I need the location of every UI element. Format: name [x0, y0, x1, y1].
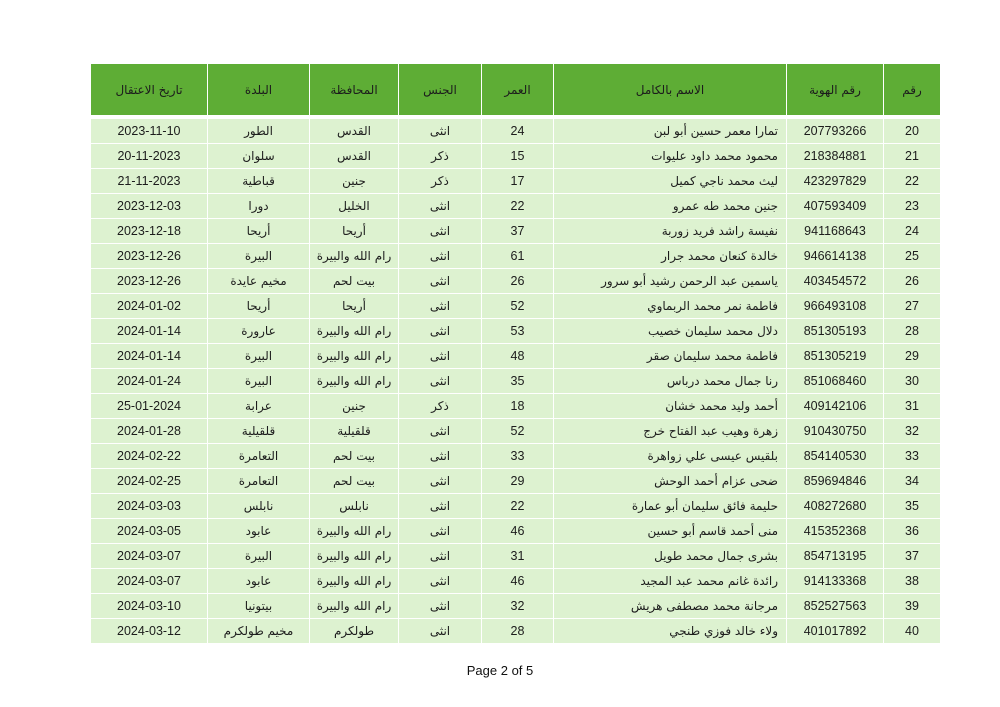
full-name-cell: بشرى جمال محمد طويل — [554, 544, 787, 569]
age-cell: 52 — [482, 419, 554, 444]
governorate-cell: رام الله والبيرة — [310, 244, 399, 269]
governorate-cell: طولكرم — [310, 619, 399, 644]
table-row — [91, 144, 941, 169]
id-number-cell: 409142106 — [787, 394, 884, 419]
table-body — [91, 117, 941, 644]
full-name-cell: رائدة غانم محمد عبد المجيد — [554, 569, 787, 594]
row-number-cell: 31 — [884, 394, 941, 419]
age-cell: 46 — [482, 569, 554, 594]
governorate-cell: نابلس — [310, 494, 399, 519]
arrest-date-cell: 2024-03-05 — [91, 519, 208, 544]
age-cell: 46 — [482, 519, 554, 544]
table-row — [91, 419, 941, 444]
town-cell: مخيم عايدة — [208, 269, 310, 294]
governorate-cell: بيت لحم — [310, 469, 399, 494]
governorate-cell: بيت لحم — [310, 444, 399, 469]
table-row — [91, 269, 941, 294]
governorate-cell: أريحا — [310, 219, 399, 244]
header-age: العمر — [482, 64, 554, 117]
table-row — [91, 444, 941, 469]
header-no: رقم — [884, 64, 941, 117]
arrest-date-cell: 2023-12-26 — [91, 244, 208, 269]
town-cell: التعامرة — [208, 444, 310, 469]
town-cell: نابلس — [208, 494, 310, 519]
id-number-cell: 851305193 — [787, 319, 884, 344]
town-cell: البيرة — [208, 244, 310, 269]
age-cell: 24 — [482, 117, 554, 144]
header-governorate: المحافظة — [310, 64, 399, 117]
header-arrest-date: تاريخ الاعتقال — [91, 64, 208, 117]
age-cell: 17 — [482, 169, 554, 194]
gender-cell: انثى — [399, 319, 482, 344]
gender-cell: ذكر — [399, 144, 482, 169]
page-number: Page 2 of 5 — [466, 663, 534, 678]
arrest-date-cell: 2024-01-24 — [91, 369, 208, 394]
row-number-cell: 38 — [884, 569, 941, 594]
governorate-cell: رام الله والبيرة — [310, 544, 399, 569]
header-town: البلدة — [208, 64, 310, 117]
age-cell: 32 — [482, 594, 554, 619]
full-name-cell: منى أحمد قاسم أبو حسين — [554, 519, 787, 544]
row-number-cell: 20 — [884, 117, 941, 144]
arrest-date-cell: 25-01-2024 — [91, 394, 208, 419]
full-name-cell: ولاء خالد فوزي طنجي — [554, 619, 787, 644]
full-name-cell: ياسمين عبد الرحمن رشيد أبو سرور — [554, 269, 787, 294]
governorate-cell: رام الله والبيرة — [310, 569, 399, 594]
arrest-date-cell: 2024-01-02 — [91, 294, 208, 319]
full-name-cell: دلال محمد سليمان خصيب — [554, 319, 787, 344]
town-cell: عابود — [208, 519, 310, 544]
full-name-cell: نفيسة راشد فريد زوربة — [554, 219, 787, 244]
full-name-cell: زهرة وهيب عبد الفتاح خرج — [554, 419, 787, 444]
full-name-cell: ليث محمد ناجي كميل — [554, 169, 787, 194]
row-number-cell: 27 — [884, 294, 941, 319]
row-number-cell: 26 — [884, 269, 941, 294]
full-name-cell: ضحى عزام أحمد الوحش — [554, 469, 787, 494]
age-cell: 35 — [482, 369, 554, 394]
id-number-cell: 851068460 — [787, 369, 884, 394]
town-cell: قلقيلية — [208, 419, 310, 444]
table-row — [91, 519, 941, 544]
table-row — [91, 319, 941, 344]
arrest-date-cell: 2024-02-22 — [91, 444, 208, 469]
governorate-cell: بيت لحم — [310, 269, 399, 294]
arrest-date-cell: 2023-12-26 — [91, 269, 208, 294]
row-number-cell: 23 — [884, 194, 941, 219]
town-cell: أريحا — [208, 219, 310, 244]
table-row — [91, 344, 941, 369]
age-cell: 33 — [482, 444, 554, 469]
age-cell: 28 — [482, 619, 554, 644]
gender-cell: انثى — [399, 569, 482, 594]
row-number-cell: 35 — [884, 494, 941, 519]
gender-cell: انثى — [399, 117, 482, 144]
full-name-cell: رنا جمال محمد درباس — [554, 369, 787, 394]
age-cell: 52 — [482, 294, 554, 319]
table-row — [91, 369, 941, 394]
full-name-cell: تمارا معمر حسين أبو لبن — [554, 117, 787, 144]
gender-cell: انثى — [399, 444, 482, 469]
arrest-date-cell: 21-11-2023 — [91, 169, 208, 194]
id-number-cell: 966493108 — [787, 294, 884, 319]
table-row — [91, 569, 941, 594]
row-number-cell: 37 — [884, 544, 941, 569]
gender-cell: انثى — [399, 244, 482, 269]
id-number-cell: 218384881 — [787, 144, 884, 169]
age-cell: 15 — [482, 144, 554, 169]
id-number-cell: 407593409 — [787, 194, 884, 219]
age-cell: 22 — [482, 194, 554, 219]
full-name-cell: فاطمة نمر محمد الربماوي — [554, 294, 787, 319]
table-row — [91, 294, 941, 319]
town-cell: أريحا — [208, 294, 310, 319]
full-name-cell: فاطمة محمد سليمان صقر — [554, 344, 787, 369]
age-cell: 53 — [482, 319, 554, 344]
table-row — [91, 469, 941, 494]
gender-cell: انثى — [399, 294, 482, 319]
id-number-cell: 910430750 — [787, 419, 884, 444]
governorate-cell: جنين — [310, 169, 399, 194]
id-number-cell: 946614138 — [787, 244, 884, 269]
age-cell: 31 — [482, 544, 554, 569]
table-row — [91, 594, 941, 619]
table-row — [91, 117, 941, 144]
gender-cell: انثى — [399, 194, 482, 219]
row-number-cell: 28 — [884, 319, 941, 344]
full-name-cell: حليمة فائق سليمان أبو عمارة — [554, 494, 787, 519]
town-cell: البيرة — [208, 344, 310, 369]
age-cell: 37 — [482, 219, 554, 244]
table-row — [91, 219, 941, 244]
id-number-cell: 403454572 — [787, 269, 884, 294]
age-cell: 61 — [482, 244, 554, 269]
gender-cell: انثى — [399, 269, 482, 294]
arrest-date-cell: 20-11-2023 — [91, 144, 208, 169]
governorate-cell: رام الله والبيرة — [310, 319, 399, 344]
governorate-cell: رام الله والبيرة — [310, 369, 399, 394]
gender-cell: انثى — [399, 469, 482, 494]
gender-cell: انثى — [399, 419, 482, 444]
row-number-cell: 33 — [884, 444, 941, 469]
town-cell: التعامرة — [208, 469, 310, 494]
gender-cell: انثى — [399, 344, 482, 369]
arrest-date-cell: 2024-03-12 — [91, 619, 208, 644]
row-number-cell: 22 — [884, 169, 941, 194]
gender-cell: انثى — [399, 519, 482, 544]
town-cell: عابود — [208, 569, 310, 594]
gender-cell: انثى — [399, 594, 482, 619]
town-cell: مخيم طولكرم — [208, 619, 310, 644]
governorate-cell: قلقيلية — [310, 419, 399, 444]
full-name-cell: محمود محمد داود عليوات — [554, 144, 787, 169]
full-name-cell: خالدة كنعان محمد جرار — [554, 244, 787, 269]
row-number-cell: 36 — [884, 519, 941, 544]
arrest-date-cell: 2024-01-14 — [91, 319, 208, 344]
gender-cell: ذكر — [399, 169, 482, 194]
table-row — [91, 394, 941, 419]
town-cell: سلوان — [208, 144, 310, 169]
full-name-cell: جنين محمد طه عمرو — [554, 194, 787, 219]
table-header — [91, 64, 941, 117]
governorate-cell: رام الله والبيرة — [310, 519, 399, 544]
governorate-cell: أريحا — [310, 294, 399, 319]
governorate-cell: جنين — [310, 394, 399, 419]
town-cell: قباطية — [208, 169, 310, 194]
arrest-date-cell: 2023-11-10 — [91, 117, 208, 144]
id-number-cell: 859694846 — [787, 469, 884, 494]
row-number-cell: 29 — [884, 344, 941, 369]
arrest-date-cell: 2024-01-28 — [91, 419, 208, 444]
header-name: الاسم بالكامل — [554, 64, 787, 117]
id-number-cell: 854140530 — [787, 444, 884, 469]
arrest-date-cell: 2024-01-14 — [91, 344, 208, 369]
id-number-cell: 914133368 — [787, 569, 884, 594]
table-row — [91, 244, 941, 269]
governorate-cell: القدس — [310, 117, 399, 144]
row-number-cell: 39 — [884, 594, 941, 619]
row-number-cell: 21 — [884, 144, 941, 169]
row-number-cell: 24 — [884, 219, 941, 244]
full-name-cell: مرجانة محمد مصطفى هريش — [554, 594, 787, 619]
row-number-cell: 34 — [884, 469, 941, 494]
arrest-date-cell: 2023-12-03 — [91, 194, 208, 219]
gender-cell: ذكر — [399, 394, 482, 419]
full-name-cell: بلقيس عيسى علي زواهرة — [554, 444, 787, 469]
table-row — [91, 169, 941, 194]
town-cell: البيرة — [208, 544, 310, 569]
row-number-cell: 30 — [884, 369, 941, 394]
governorate-cell: القدس — [310, 144, 399, 169]
age-cell: 22 — [482, 494, 554, 519]
gender-cell: انثى — [399, 619, 482, 644]
gender-cell: انثى — [399, 219, 482, 244]
town-cell: دورا — [208, 194, 310, 219]
detainees-table — [90, 64, 941, 644]
town-cell: البيرة — [208, 369, 310, 394]
age-cell: 29 — [482, 469, 554, 494]
full-name-cell: أحمد وليد محمد خشان — [554, 394, 787, 419]
arrest-date-cell: 2024-03-10 — [91, 594, 208, 619]
id-number-cell: 852527563 — [787, 594, 884, 619]
arrest-date-cell: 2024-03-03 — [91, 494, 208, 519]
row-number-cell: 32 — [884, 419, 941, 444]
header-id: رقم الهوية — [787, 64, 884, 117]
gender-cell: انثى — [399, 494, 482, 519]
table-row — [91, 194, 941, 219]
town-cell: عارورة — [208, 319, 310, 344]
arrest-date-cell: 2024-03-07 — [91, 544, 208, 569]
gender-cell: انثى — [399, 369, 482, 394]
id-number-cell: 423297829 — [787, 169, 884, 194]
id-number-cell: 408272680 — [787, 494, 884, 519]
gender-cell: انثى — [399, 544, 482, 569]
header-gender: الجنس — [399, 64, 482, 117]
table-row — [91, 619, 941, 644]
arrest-date-cell: 2024-02-25 — [91, 469, 208, 494]
age-cell: 48 — [482, 344, 554, 369]
id-number-cell: 207793266 — [787, 117, 884, 144]
id-number-cell: 401017892 — [787, 619, 884, 644]
arrest-date-cell: 2023-12-18 — [91, 219, 208, 244]
age-cell: 26 — [482, 269, 554, 294]
table-row — [91, 494, 941, 519]
town-cell: بيتونيا — [208, 594, 310, 619]
governorate-cell: رام الله والبيرة — [310, 344, 399, 369]
row-number-cell: 40 — [884, 619, 941, 644]
id-number-cell: 854713195 — [787, 544, 884, 569]
id-number-cell: 415352368 — [787, 519, 884, 544]
header-row — [91, 64, 941, 117]
town-cell: عرابة — [208, 394, 310, 419]
governorate-cell: الخليل — [310, 194, 399, 219]
governorate-cell: رام الله والبيرة — [310, 594, 399, 619]
age-cell: 18 — [482, 394, 554, 419]
town-cell: الطور — [208, 117, 310, 144]
id-number-cell: 941168643 — [787, 219, 884, 244]
arrest-date-cell: 2024-03-07 — [91, 569, 208, 594]
row-number-cell: 25 — [884, 244, 941, 269]
table-row — [91, 544, 941, 569]
id-number-cell: 851305219 — [787, 344, 884, 369]
